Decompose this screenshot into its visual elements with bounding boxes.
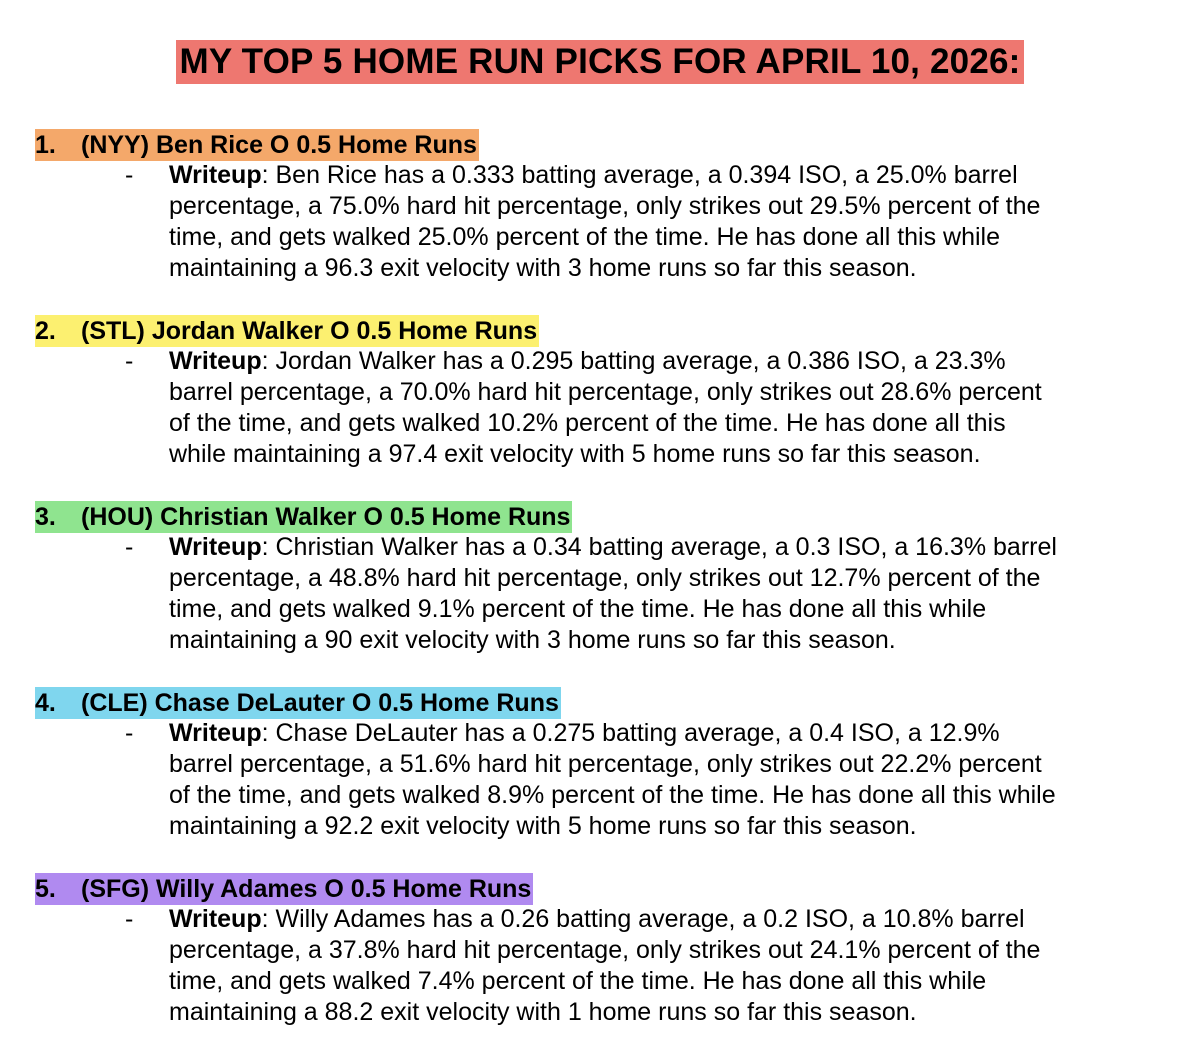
writeup-line (169, 346, 1159, 377)
bullet-dash: - (125, 719, 134, 747)
writeup-line: time, and gets walked 9.1% percent of the time. He has done all this while (169, 595, 987, 623)
writeup-line: while maintaining a 97.4 exit velocity with 5 home runs so far this season. (169, 440, 981, 468)
pick-heading-text: (HOU) Christian Walker O 0.5 Home Runs (81, 503, 571, 531)
writeup-text: : Christian Walker has a 0.34 batting average, a 0.3 ISO, a 16.3% barrel (261, 533, 1057, 561)
writeup-line (169, 718, 1159, 749)
pick-heading-text: (STL) Jordan Walker O 0.5 Home Runs (81, 317, 538, 345)
writeup-line: of the time, and gets walked 8.9% percent of the time. He has done all this while (169, 781, 1056, 809)
writeup-text: : Ben Rice has a 0.333 batting average, a 0.394 ISO, a 25.0% barrel (261, 161, 1018, 189)
pick-number: 2. (35, 317, 56, 345)
writeup-line (169, 160, 1159, 191)
writeup-line: percentage, a 48.8% hard hit percentage, only strikes out 12.7% percent of the (169, 564, 1041, 592)
writeup-line: maintaining a 92.2 exit velocity with 5 home runs so far this season. (169, 812, 917, 840)
writeup-label: Writeup (169, 719, 262, 747)
pick-heading (35, 501, 572, 533)
pick-number: 5. (35, 875, 56, 903)
pick-heading-text: (CLE) Chase DeLauter O 0.5 Home Runs (81, 689, 559, 717)
writeup-line: percentage, a 75.0% hard hit percentage, only strikes out 29.5% percent of the (169, 192, 1041, 220)
pick-writeup (169, 160, 1159, 284)
pick-writeup (169, 346, 1159, 470)
title-block (0, 40, 1200, 84)
writeup-label: Writeup (169, 347, 262, 375)
pick-heading-text: (SFG) Willy Adames O 0.5 Home Runs (81, 875, 532, 903)
writeup-line: time, and gets walked 7.4% percent of the time. He has done all this while (169, 967, 987, 995)
pick-heading (35, 873, 533, 905)
writeup-line (169, 532, 1159, 563)
pick-writeup (169, 532, 1159, 656)
pick-heading (35, 315, 539, 347)
pick-number: 3. (35, 503, 56, 531)
writeup-line: of the time, and gets walked 10.2% percent of the time. He has done all this (169, 409, 1006, 437)
pick-heading-text: (NYY) Ben Rice O 0.5 Home Runs (81, 131, 477, 159)
writeup-line: maintaining a 88.2 exit velocity with 1 home runs so far this season. (169, 998, 917, 1026)
writeup-label: Writeup (169, 161, 262, 189)
writeup-label: Writeup (169, 905, 262, 933)
writeup-line (169, 904, 1159, 935)
writeup-line: barrel percentage, a 70.0% hard hit percentage, only strikes out 28.6% percent (169, 378, 1042, 406)
pick-number: 4. (35, 689, 56, 717)
pick-writeup (169, 718, 1159, 842)
bullet-dash: - (125, 533, 134, 561)
writeup-text: : Jordan Walker has a 0.295 batting average, a 0.386 ISO, a 23.3% (261, 347, 1006, 375)
pick-heading (35, 129, 479, 161)
writeup-line: maintaining a 90 exit velocity with 3 home runs so far this season. (169, 626, 896, 654)
pick-writeup (169, 904, 1159, 1028)
writeup-line: time, and gets walked 25.0% percent of the time. He has done all this while (169, 223, 1001, 251)
writeup-text: : Chase DeLauter has a 0.275 batting average, a 0.4 ISO, a 12.9% (261, 719, 1000, 747)
bullet-dash: - (125, 905, 134, 933)
page-title: MY TOP 5 HOME RUN PICKS FOR APRIL 10, 2026: (176, 40, 1023, 84)
pick-number: 1. (35, 131, 56, 159)
bullet-dash: - (125, 161, 134, 189)
writeup-label: Writeup (169, 533, 262, 561)
bullet-dash: - (125, 347, 134, 375)
writeup-text: : Willy Adames has a 0.26 batting average, a 0.2 ISO, a 10.8% barrel (261, 905, 1025, 933)
pick-heading (35, 687, 561, 719)
writeup-line: percentage, a 37.8% hard hit percentage, only strikes out 24.1% percent of the (169, 936, 1041, 964)
writeup-line: barrel percentage, a 51.6% hard hit percentage, only strikes out 22.2% percent (169, 750, 1042, 778)
writeup-line: maintaining a 96.3 exit velocity with 3 home runs so far this season. (169, 254, 917, 282)
